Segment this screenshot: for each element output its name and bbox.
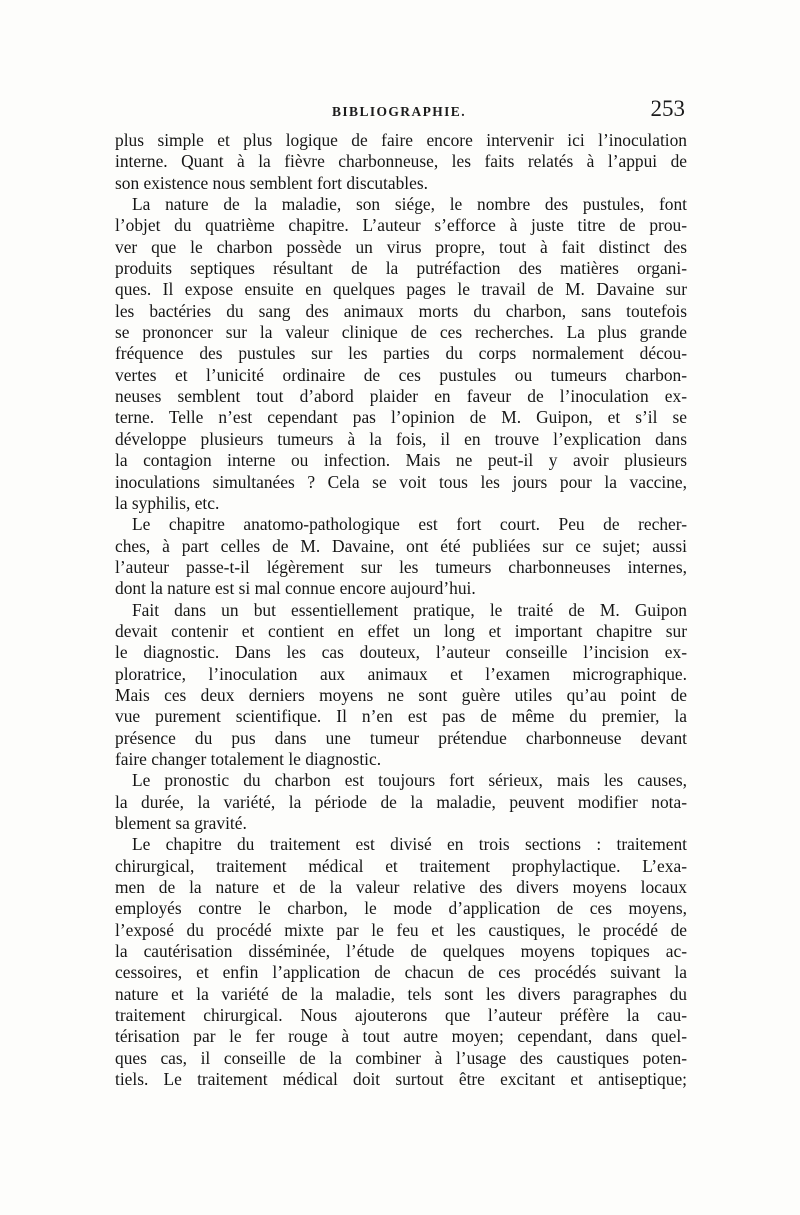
text-line: cessoires, et enfin l’application de chacun de ces procédés suivant la [115, 962, 687, 983]
text-line: Mais ces deux derniers moyens ne sont guère utiles qu’au point de [115, 684, 687, 705]
text-line: Le pronostic du charbon est toujours fort sérieux, mais les causes, [132, 770, 687, 791]
text-line: développe plusieurs tumeurs à la fois, il en trouve l’explication dans [115, 428, 687, 449]
text-line: ploratrice, l’inoculation aux animaux et l’examen micrographique. [115, 663, 687, 684]
text-line: présence du pus dans une tumeur prétendue charbonneuse devant [115, 727, 687, 748]
text-line: se prononcer sur la valeur clinique de ces recherches. La plus grande [115, 322, 687, 343]
text-line: plus simple et plus logique de faire encore intervenir ici l’inoculation [115, 130, 687, 150]
text-line: La nature de la maladie, son siége, le nombre des pustules, font [132, 194, 687, 215]
text-line: térisation par le fer rouge à tout autre moyen; cependant, dans quel- [115, 1026, 687, 1047]
text-line: dont la nature est si mal connue encore aujourd’hui. [115, 578, 476, 599]
running-head [113, 96, 685, 126]
text-line: ques. Il expose ensuite en quelques pages le travail de M. Davaine sur [115, 279, 687, 300]
text-line: Le chapitre anatomo-pathologique est fort court. Peu de recher- [132, 514, 687, 535]
text-line: fréquence des pustules sur les parties du corps normalement décou- [115, 343, 687, 364]
text-line: ver que le charbon possède un virus propre, tout à fait distinct des [115, 236, 687, 257]
text-line: les bactéries du sang des animaux morts du charbon, sans toutefois [115, 300, 687, 321]
text-line: produits septiques résultant de la putréfaction des matières organi- [115, 258, 687, 279]
page-number: 253 [650, 96, 685, 121]
text-line: son existence nous semblent fort discutables. [115, 172, 428, 193]
text-line: ches, à part celles de M. Davaine, ont été publiées sur ce sujet; aussi [115, 535, 687, 556]
text-line: ques cas, il conseille de la combiner à l’usage des caustiques poten- [115, 1047, 687, 1068]
text-line: le diagnostic. Dans les cas douteux, l’auteur conseille l’incision ex- [115, 642, 687, 663]
text-line: l’objet du quatrième chapitre. L’auteur s’efforce à juste titre de prou- [115, 215, 687, 236]
text-line: l’exposé du procédé mixte par le feu et les caustiques, le procédé de [115, 919, 687, 940]
text-line: vertes et l’unicité ordinaire de ces pustules ou tumeurs charbon- [115, 364, 687, 385]
text-line: la durée, la variété, la période de la maladie, peuvent modifier nota- [115, 791, 687, 812]
text-line: inoculations simultanées ? Cela se voit tous les jours pour la vaccine, [115, 471, 687, 492]
text-line: traitement chirurgical. Nous ajouterons que l’auteur préfère la cau- [115, 1005, 687, 1026]
text-line: blement sa gravité. [115, 813, 247, 833]
text-line: men de la nature et de la valeur relative des divers moyens locaux [115, 877, 687, 898]
text-line: nature et la variété de la maladie, tels sont les divers paragraphes du [115, 983, 687, 1004]
text-line: Le chapitre du traitement est divisé en trois sections : traitement [132, 834, 687, 855]
running-head-title: BIBLIOGRAPHIE. [331, 104, 466, 119]
text-line: devait contenir et contient en effet un long et important chapitre sur [115, 620, 687, 641]
text-line: la syphilis, etc. [115, 492, 220, 513]
text-line: employés contre le charbon, le mode d’application de ces moyens, [115, 898, 687, 919]
text-line: la cautérisation disséminée, l’étude de quelques moyens topiques ac- [115, 941, 687, 962]
text-line: interne. Quant à la fièvre charbonneuse, les faits relatés à l’appui de [115, 151, 687, 172]
body-text [115, 130, 687, 1090]
text-line: la contagion interne ou infection. Mais ne peut-il y avoir plusieurs [115, 450, 687, 471]
text-line: neuses semblent tout d’abord plaider en faveur de l’inoculation ex- [115, 386, 687, 407]
text-line: Fait dans un but essentiellement pratique, le traité de M. Guipon [132, 599, 687, 620]
text-line: vue purement scientifique. Il n’en est pas de même du premier, la [115, 706, 687, 727]
text-line: terne. Telle n’est cependant pas l’opinion de M. Guipon, et s’il se [115, 407, 687, 428]
text-line: tiels. Le traitement médical doit surtout être excitant et antiseptique; [115, 1069, 687, 1090]
text-line: faire changer totalement le diagnostic. [115, 748, 382, 769]
text-line: chirurgical, traitement médical et traitement prophylactique. L’exa- [115, 855, 687, 876]
text-line: l’auteur passe-t-il légèrement sur les tumeurs charbonneuses internes, [115, 556, 687, 577]
